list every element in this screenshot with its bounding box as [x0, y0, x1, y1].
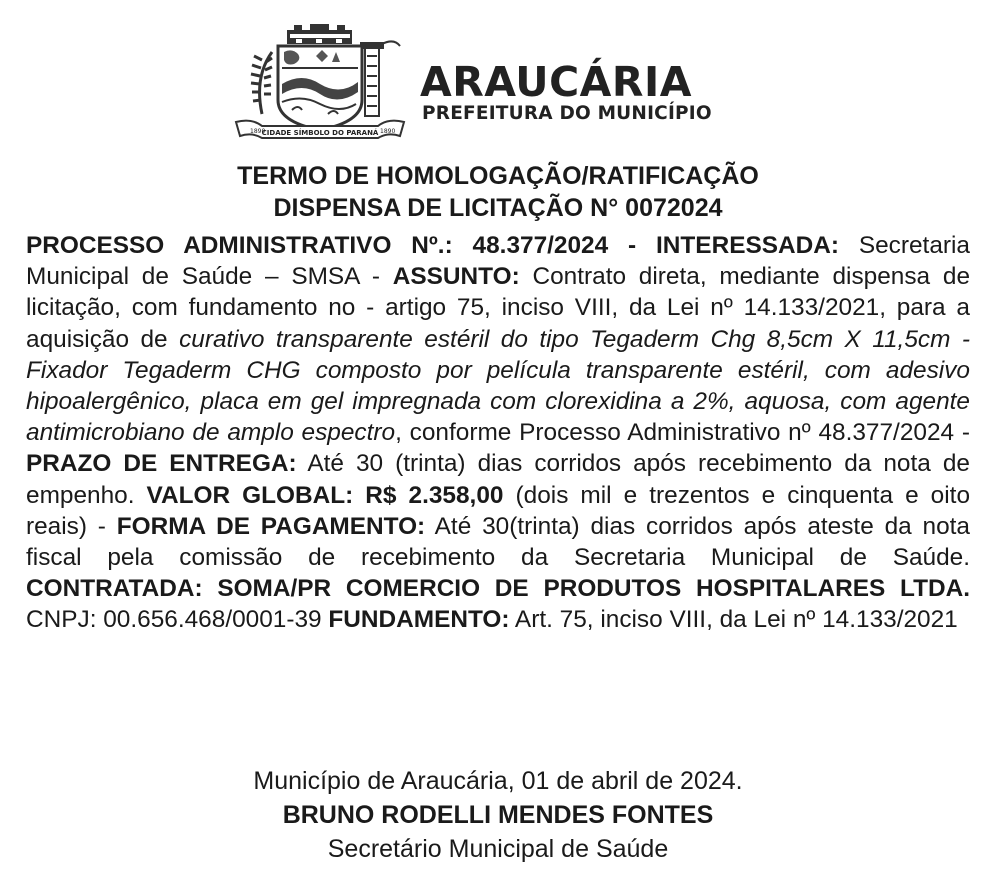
- pagamento-label: FORMA DE PAGAMENTO:: [116, 512, 426, 540]
- fundamento-label: FUNDAMENTO:: [328, 606, 510, 634]
- objeto-after: , conforme Processo Administrativo nº 48.377/2024 -: [395, 419, 970, 447]
- crest-ribbon-motto: CIDADE SÍMBOLO DO PARANÁ: [261, 129, 379, 137]
- assunto-value: Contrato direta, mediante dispensa de licitação, com fundamento no - artigo 75, inciso VIII, da Lei nº 14.133/2021, para a aquisição de: [26, 263, 971, 353]
- document-body: [26, 230, 970, 636]
- contratada-label: CONTRATADA: SOMA/PR COMERCIO DE PRODUTOS HOSPITALARES LTDA.: [26, 575, 970, 603]
- document-title: [0, 160, 996, 224]
- municipality-logo-text: [420, 60, 780, 124]
- fundamento-value: Art. 75, inciso VIII, da Lei nº 14.133/2021: [509, 606, 958, 634]
- assunto-label: ASSUNTO:: [392, 263, 520, 291]
- interessada-value: Secretaria Municipal de Saúde – SMSA -: [26, 232, 970, 291]
- valor-label: VALOR GLOBAL: R$ 2.358,00: [146, 481, 504, 509]
- signer-role: Secretário Municipal de Saúde: [327, 835, 669, 863]
- brand-subtitle: PREFEITURA DO MUNICÍPIO: [422, 103, 712, 124]
- document-header: [0, 22, 996, 142]
- brand-name: ARAUCÁRIA: [420, 58, 692, 106]
- place-date: Município de Araucária, 01 de abril de 2024.: [253, 767, 743, 795]
- crest-year-right: 1890: [380, 128, 396, 135]
- title-line-2: DISPENSA DE LICITAÇÃO N° 0072024: [273, 194, 723, 222]
- signer-name: BRUNO RODELLI MENDES FONTES: [282, 801, 714, 829]
- processo-label: PROCESSO ADMINISTRATIVO Nº.: 48.377/2024 - INTERESSADA:: [26, 232, 839, 259]
- prazo-value: Até 30 (trinta) dias corridos após recebimento da nota de empenho.: [26, 450, 970, 509]
- municipal-coat-of-arms-icon: [232, 22, 407, 142]
- objeto-description: curativo transparente estéril do tipo Tegaderm Chg 8,5cm X 11,5cm - Fixador Tegaderm CHG composto por película transparente estéril, com adesivo hipoalergênico, placa em gel impregnada com clorexidina a 2%, aquosa, com agente antimicrobiano de amplo espectro: [26, 325, 970, 447]
- pagamento-value: Até 30(trinta) dias corridos após ateste da nota fiscal pela comissão de recebimento da Secretaria Municipal de Saúde.: [26, 512, 970, 572]
- valor-value: (dois mil e trezentos e cinquenta e oito reais) -: [26, 481, 971, 540]
- prazo-label: PRAZO DE ENTREGA:: [26, 450, 297, 478]
- document-footer: [0, 764, 996, 866]
- crest-year-left: 1890: [250, 128, 266, 135]
- cnpj-value: CNPJ: 00.656.468/0001-39: [26, 606, 329, 634]
- title-line-1: TERMO DE HOMOLOGAÇÃO/RATIFICAÇÃO: [237, 162, 759, 190]
